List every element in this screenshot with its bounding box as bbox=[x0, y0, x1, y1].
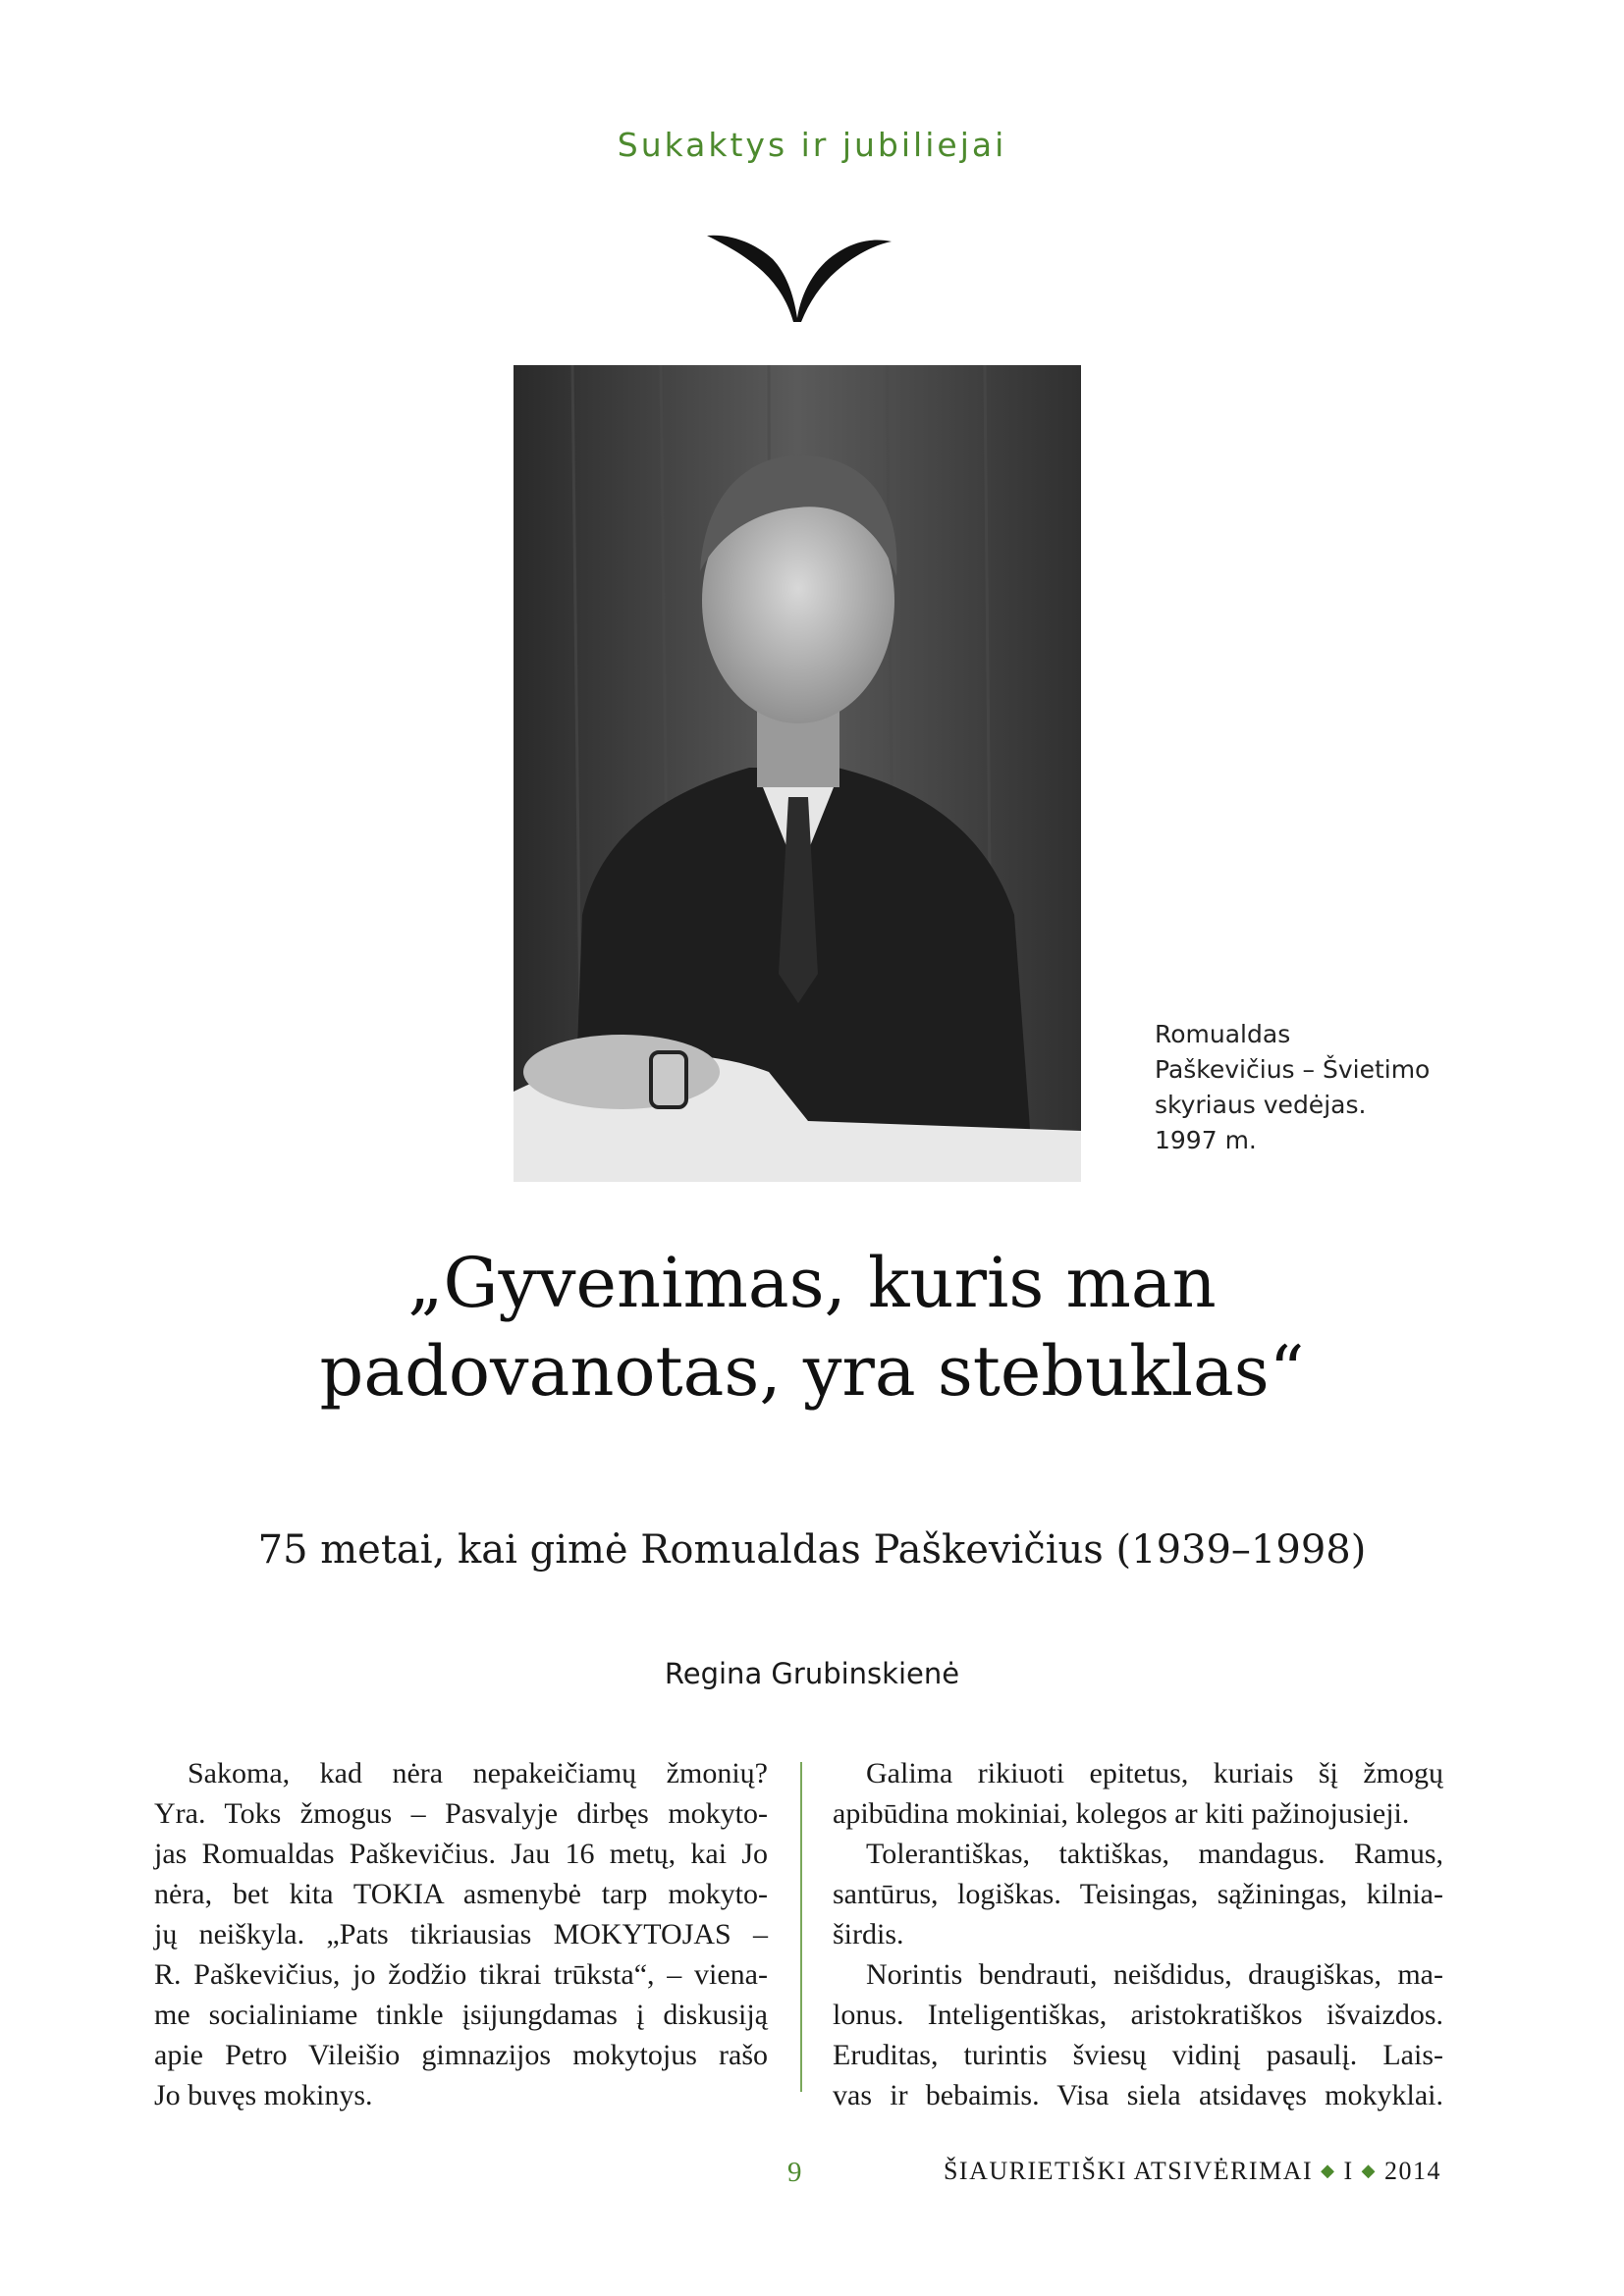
body-line: Galima rikiuoti epitetus, kuriais šį žmogų bbox=[866, 1757, 1443, 1789]
column-divider bbox=[800, 1762, 802, 2092]
body-line: Jo buvęs mokinys. bbox=[154, 2079, 373, 2111]
ornament-swash-icon bbox=[699, 228, 895, 326]
body-line: jas Romualdas Paškevičius. Jau 16 metų, kai Jo bbox=[154, 1838, 768, 1870]
article-title bbox=[0, 1239, 1624, 1415]
body-line: lonus. Inteligentiškas, aristokratiškos išvaizdos. bbox=[833, 1999, 1443, 2031]
diamond-separator-icon: ◆ bbox=[1361, 2161, 1377, 2180]
title-line: padovanotas, yra stebuklas“ bbox=[319, 1331, 1305, 1412]
body-line: Eruditas, turintis šviesų vidinį pasaulį. Lais- bbox=[833, 2039, 1443, 2071]
journal-issue: I bbox=[1343, 2157, 1354, 2185]
body-line: Sakoma, kad nėra nepakeičiamų žmonių? bbox=[188, 1757, 768, 1789]
page-number: 9 bbox=[787, 2157, 802, 2188]
body-line: Yra. Toks žmogus – Pasvalyje dirbęs mokyto- bbox=[154, 1797, 768, 1830]
section-title: Sukaktys ir jubiliejai bbox=[617, 126, 1007, 164]
body-line: Norintis bendrauti, neišdidus, draugiškas, ma- bbox=[866, 1958, 1443, 1991]
body-line: nėra, bet kita TOKIA asmenybė tarp mokyto- bbox=[154, 1878, 768, 1910]
caption-line: Romualdas bbox=[1155, 1020, 1291, 1048]
caption-line: Paškevičius – Švietimo bbox=[1155, 1055, 1431, 1084]
journal-year: 2014 bbox=[1384, 2157, 1441, 2185]
photo-caption bbox=[1155, 1017, 1469, 1158]
body-line: jų neiškyla. „Pats tikriausias MOKYTOJAS – bbox=[154, 1918, 768, 1950]
body-line: apie Petro Vileišio gimnazijos mokytojus rašo bbox=[154, 2039, 768, 2071]
body-line: me socialiniame tinkle įsijungdamas į diskusiją bbox=[154, 1999, 768, 2031]
page-footer bbox=[0, 2157, 1624, 2196]
caption-line: 1997 m. bbox=[1155, 1126, 1257, 1154]
body-line: R. Paškevičius, jo žodžio tikrai trūksta“, – viena- bbox=[154, 1958, 768, 1991]
body-line: širdis. bbox=[833, 1918, 904, 1950]
journal-info bbox=[944, 2157, 1441, 2186]
body-column-left bbox=[154, 1753, 768, 2115]
article-subtitle: 75 metai, kai gimė Romualdas Paškevičius (1939–1998) bbox=[257, 1527, 1367, 1573]
portrait-photo bbox=[514, 365, 1081, 1182]
journal-name: ŠIAURIETIŠKI ATSIVĖRIMAI bbox=[943, 2157, 1314, 2185]
body-line: apibūdina mokiniai, kolegos ar kiti pažinojusieji. bbox=[833, 1797, 1410, 1830]
caption-line: skyriaus vedėjas. bbox=[1155, 1091, 1367, 1119]
body-column-right bbox=[833, 1753, 1443, 2115]
article-author: Regina Grubinskienė bbox=[664, 1657, 960, 1690]
diamond-separator-icon: ◆ bbox=[1321, 2161, 1336, 2180]
body-line: vas ir bebaimis. Visa siela atsidavęs mokyklai. bbox=[833, 2079, 1443, 2111]
body-line: Tolerantiškas, taktiškas, mandagus. Ramus, bbox=[866, 1838, 1443, 1870]
body-line: santūrus, logiškas. Teisingas, sąžiningas, kilnia- bbox=[833, 1878, 1443, 1910]
title-line: „Gyvenimas, kuris man bbox=[407, 1243, 1217, 1323]
